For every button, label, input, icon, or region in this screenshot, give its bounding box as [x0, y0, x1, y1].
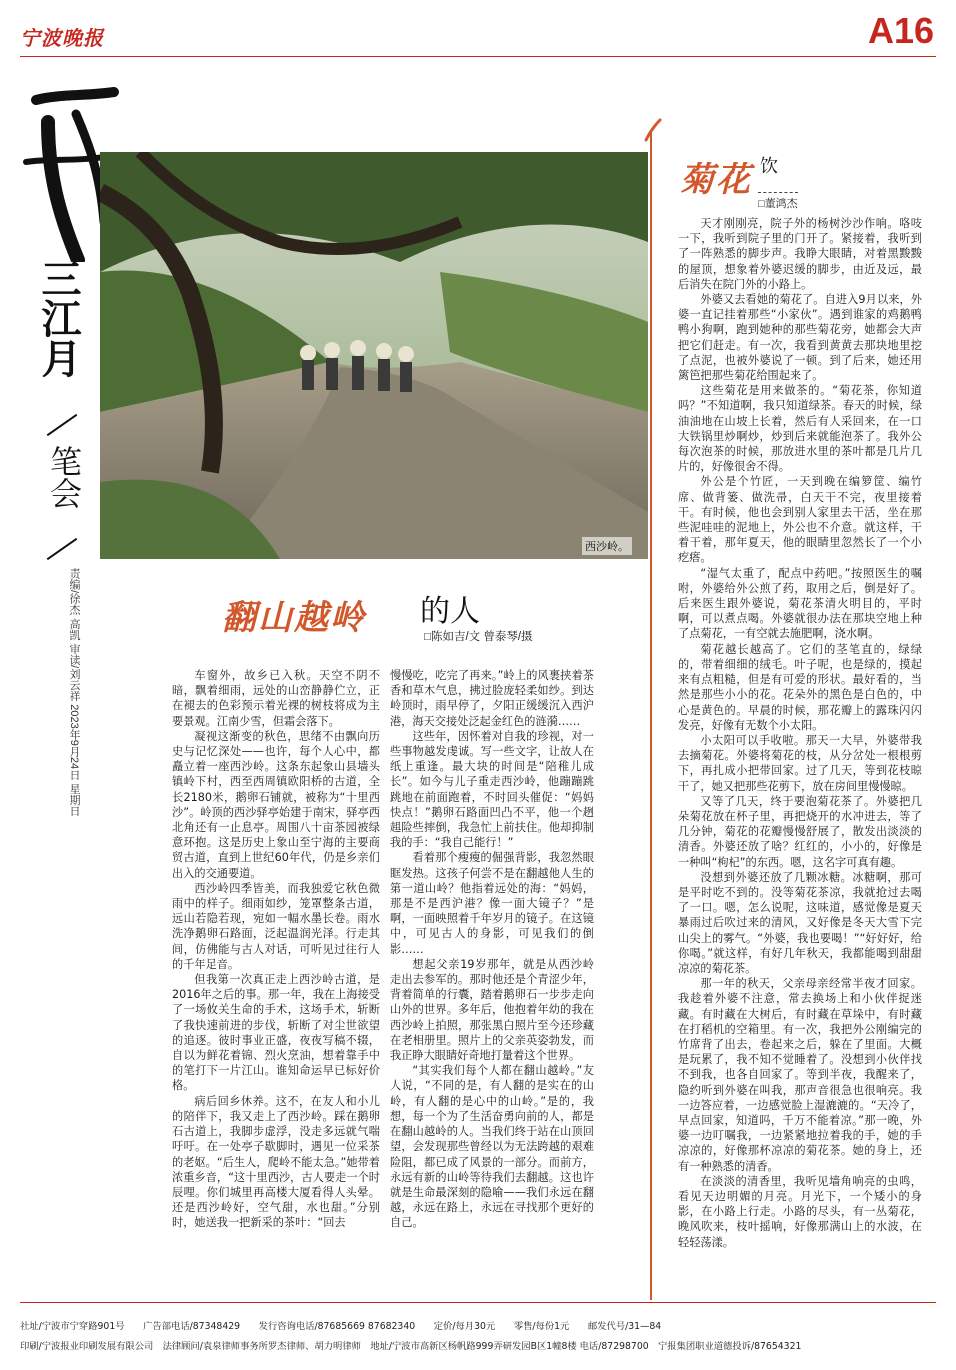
paragraph: 看着那个瘦瘦的倔强背影，我忽然眼眶发热。这孩子何尝不是在翻越他人生的第一道山岭？他指着远处的海：“妈妈，那是不是西沪港？像一面大镜子？”是啊，一面映照着千年岁月的镜子。在这镜中，可见古人的身影，可见我们的倒影…… [390, 851, 594, 956]
paragraph: 外公是个竹匠，一天到晚在编箩筐、编竹席、做背篓、做洗帚，白天干不完，夜里接着干。有时候，他也会到别人家里去干活，坐在那些泥哇哇的泥地上，外公也不介意。就这样，干着干着，那年夏天，他的眼睛里忽然长了一个小疙瘩。 [678, 475, 922, 565]
paragraph: 天才刚刚亮，院子外的杨树沙沙作响。咯吱一下，我听到院子里的门开了。紧接着，我听到了一阵熟悉的脚步声。我睁大眼睛，对着黑黢黢的屋顶，想象着外婆迟缓的脚步，由近及远，最后消失在院门外的小路上。 [678, 217, 922, 291]
brush-flourish [644, 118, 662, 142]
paragraph: “湿气太重了，配点中药吧。”按照医生的嘱咐，外婆给外公煎了药，取用之后，倒是好了。后来医生跟外婆说，菊花茶清火明目的，平时啊，可以煮点喝。外婆就很办法在那块空地上种了点菊花，一有空就去施肥啊，浇水啊。 [678, 566, 922, 641]
side-article-title: 菊花 [680, 160, 752, 200]
top-rule [20, 56, 936, 57]
paragraph: 但我第一次真正走上西沙岭古道，是2016年之后的事。那一年，我在上海接受了一场攸关生命的手术，这场手术，斩断了我快速前进的步伐，斩断了对尘世欲望的追逐。彼时事业正盛，夜夜写稿不辍，自以为鲜花着锦、烈火烹油，想着靠手中的笔打下一片江山。谁知命运早已标好价格。 [172, 973, 380, 1093]
footer-line-2: 印刷/宁波报业印刷发展有限公司 法律顾问/袁泉律师事务所罗杰律师、胡力明律师 地址/宁波市高新区杨帆路999弄研发园B区1幢8楼 电话/87298700 宁报集团职业道德投诉/87654321 [20, 1341, 802, 1352]
photo-ancient-stone-path [100, 152, 648, 559]
masthead-logo: 宁波晚报 [20, 26, 104, 50]
footer-rule [20, 1302, 936, 1303]
paragraph: 在淡淡的清香里，我听见墙角响亮的虫鸣，看见天边明媚的月亮。月光下，一个矮小的身影，在小路上行走。小路的尽头，有一丛菊花，晚风吹来，枝叶摇响，好像那满山上的水波，在轻轻荡漾。 [678, 1174, 922, 1249]
photo-caption: 西沙岭。 [582, 537, 632, 555]
paragraph: 小太阳可以手收啦。那天一大早，外婆带我去摘菊花。外婆将菊花的枝，从分岔处一根根剪下，再扎成小把带回家。过了几天，等到花枝晾干了，她又把那些花剪下，放在房间里慢慢晾。 [678, 733, 922, 793]
page-number: A16 [867, 10, 934, 51]
section-subtitle: 笔会 [45, 445, 83, 509]
paragraph: 想起父亲19岁那年，就是从西沙岭走出去参军的。那时他还是个青涩少年，背着简单的行囊，踏着鹅卵石一步步走向山外的世界。多年后，他抱着年幼的我在西沙岭上拍照，那张黑白照片至今还珍藏在老相册里。照片上的父亲英姿勃发，而我正睁大眼睛好奇地打量着这个世界。 [390, 957, 594, 1063]
edit-info: 责编/徐杰 高凯 审读/刘云祥 2023年9月24日 星期日 [68, 568, 80, 817]
paragraph: 没想到外婆还放了几颗冰糖。冰糖啊，那可是平时吃不到的。没等菊花茶凉，我就抢过去喝了一口。嗯，怎么说呢，这味道，感觉像是夏天暴雨过后吹过来的清风，又好像是冬天大雪下完山尖上的雾气。“外婆，我也要喝！”“好好好，给你喝。”就这样，有好几年秋天，我都能喝到甜甜凉凉的菊花茶。 [678, 870, 922, 975]
paragraph: 又等了几天，终于要泡菊花茶了。外婆把几朵菊花放在杯子里，再把烧开的水冲进去，等了几分钟，菊花的花瓣慢慢舒展了，散发出淡淡的清香。外婆还放了啥？红红的，小小的，好像是一种叫“枸杞”的东西。嗯，这名字可真有趣。 [678, 794, 922, 869]
subtitle-slash-divider [47, 538, 78, 560]
section-title: 三江月 [35, 258, 82, 378]
paragraph: 病后回乡休养。这不，在友人和小儿的陪伴下，我又走上了西沙岭。踩在鹅卵石古道上，我脚步虚浮，没走多远就气喘吁吁。在一处亭子歇脚时，遇见一位采茶的老妪。“后生人，爬岭不能太急。”她带着浓重乡音，“这十里西沙，古人要走一个时辰哩。你们城里再高楼大厦看得人头晕。还是西沙岭好，空气甜，水也甜。”分别时，她送我一把新采的茶叶：“回去 [172, 1094, 380, 1230]
main-article-title: 翻山越岭 [222, 598, 366, 638]
paragraph: 凝视这渐变的秋色，思绪不由飘向历史与记忆深处——也许，每个人心中，都矗立着一座西沙岭。这条东起象山县墙头镇岭下村，西至西周镇欧阳桥的古道，全长2180米，鹅卵石铺就，被称为“十里西沙”。岭顶的西沙驿亭始建于南宋，驿亭西北角还有一止息亭。周围八十亩茶园被绿意环抱。这是历史上象山至宁海的主要商贸古道，直到上世纪60年代，仍是乡亲们出入的交通要道。 [172, 729, 380, 880]
main-article-byline: □陈如吉/文 曾泰琴/摄 [424, 631, 533, 643]
paragraph: 那一年的秋天，父亲母亲经常半夜才回家。我趁着外婆不注意，常去换场上和小伙伴捉迷藏。有时藏在大树后，有时藏在草垛中，有时藏在打稻机的空箱里。有一次，我把外公刚编完的竹席背了出去，卷起来之后，躲在了里面。大概是玩累了，我不知不觉睡着了。没想到小伙伴找不到我，也各自回家了。等到半夜，我醒来了，隐约听到外婆在叫我，那声音很急也很响亮。我一边答应着，一边感觉脸上湿漉漉的。“天冷了，早点回家，知道吗，千万不能着凉。”那一晚，外婆一边叮嘱我，一边紧紧地拉着我的手，她的手凉凉的，好像那杯凉凉的菊花茶。她的身上，还有一种熟悉的清香。 [678, 977, 922, 1173]
paragraph: 慢慢吃，吃完了再来。”岭上的风裹挟着茶香和草木气息，拂过脸庞轻柔如纱。到达岭顶时，雨早停了，夕阳正缓缓沉入西沪港，海天交接处泛起金红色的涟漪…… [390, 669, 594, 728]
paragraph: 这些菊花是用来做茶的。“菊花茶，你知道吗？”不知道啊，我只知道绿茶。春天的时候，绿油油地在山坡上长着，然后有人采回来，在一口大铁锅里炒啊炒，炒到后来就能泡茶了。我外公每次泡茶的时候，那放进水里的茶叶都是几片几片的，好像很舍不得。 [678, 384, 922, 474]
paragraph: 菊花越长越高了。它们的茎笔直的，绿绿的，带着细细的绒毛。叶子呢，也是绿的，摸起来有点粗糙，但是有可爱的形状。最好看的，当然是那些小小的花。花朵外的黑色是白色的，中心是黄色的。早晨的时候，那花瓣上的露珠闪闪发亮，好像有无数个小太阳。 [678, 642, 922, 732]
footer-line-1: 社址/宁波市宁穿路901号 广告部电话/87348429 发行咨询电话/87685669 87682340 定价/每月30元 零售/每份1元 邮发代号/31—84 [20, 1321, 662, 1332]
side-article-body [678, 216, 922, 1294]
paragraph: 外婆又去看她的菊花了。自进入9月以来，外婆一直记挂着那些“小家伙”。遇到谁家的鸡鹅鸭鸭小狗啊，跑到她种的那些菊花旁，她都会大声把它们赶走。有一次，我看到黄黄去那块地里挖了点泥，也被外婆说了一顿。到了后来，她还用篱笆把那些菊花给围起来了。 [678, 293, 922, 383]
main-article-title-suffix: 的人 [420, 594, 480, 629]
paragraph: 车窗外，故乡已入秋。天空不阴不暗，飘着细雨，远处的山峦静静伫立，正在褪去的色彩预示着光裸的树枝将成为主要景观。江南少雪，但霜会落下。 [172, 669, 380, 728]
side-article-title-suffix: 饮 [760, 156, 778, 177]
paragraph: “其实我们每个人都在翻山越岭。”友人说，“不同的是，有人翻的是实在的山岭，有人翻的是心中的山岭。”是的，我想，每一个为了生活奋勇向前的人，都是在翻山越岭的人。当我们终于站在山顶回望，会发现那些曾经以为无法跨越的艰难险阻，都已成了风景的一部分。而前方，永远有新的山岭等待我们去翻越。这也许就是生命最深刻的隐喻——我们永远在翻越，永远在路上，永远在寻找那个更好的自己。 [390, 1064, 594, 1230]
title-slash-divider [47, 414, 78, 436]
main-article-column-2 [390, 668, 594, 1294]
paragraph: 西沙岭四季皆美，而我独爱它秋色微雨中的样子。细雨如纱，笼罩整条古道，远山若隐若现，宛如一幅水墨长卷。雨水洗净鹅卵石路面，泛起温润光泽。行走其间，仿佛能与古人对话，可听见过往行人的千年足音。 [172, 881, 380, 971]
side-article-byline: □董鸿杰 [758, 192, 798, 211]
column-divider [650, 130, 652, 1300]
main-article-column-1 [172, 668, 380, 1294]
paragraph: 这些年，因怀着对自我的珍视，对一些事物越发虔诚。写一些文字，让故人在纸上重逢。最大块的时间是“陪稚儿成长”。如今与儿子重走西沙岭，他蹦蹦跳跳地在前面跑着，不时回头催促：“妈妈快点！”鹅卵石路面凹凸不平，他一个趔趄险些摔倒，我急忙上前扶住。他却抑制我的手：“我自己能行！” [390, 729, 594, 850]
